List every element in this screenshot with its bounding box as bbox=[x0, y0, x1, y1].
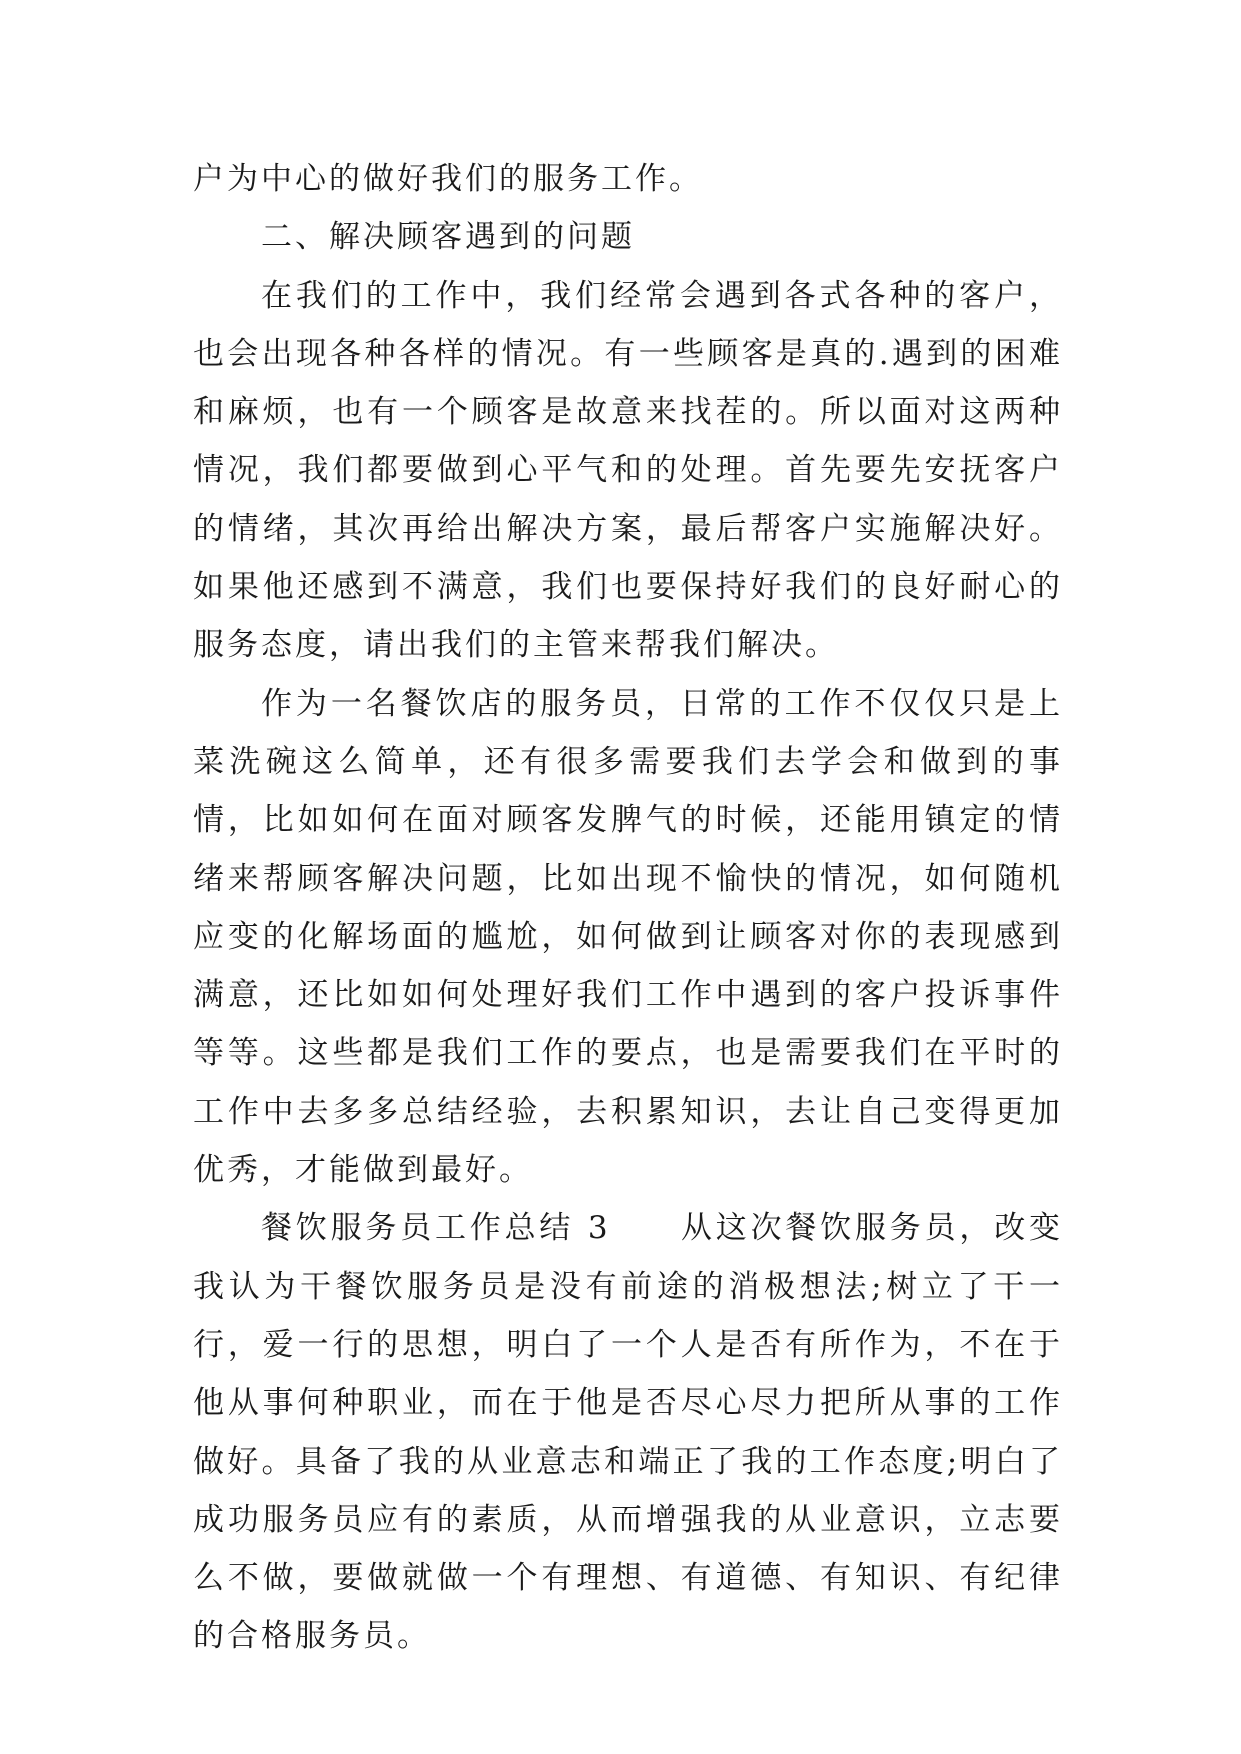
document-page bbox=[193, 150, 1063, 1666]
paragraph-waiter-duties: 作为一名餐饮店的服务员，日常的工作不仅仅只是上菜洗碗这么简单，还有很多需要我们去学会和做到的事情，比如如何在面对顾客发脾气的时候，还能用镇定的情绪来帮顾客解决问题，比如出现不愉快的情况，如何随机应变的化解场面的尴尬，如何做到让顾客对你的表现感到满意，还比如如何处理好我们工作中遇到的客户投诉事件等等。这些都是我们工作的要点，也是需要我们在平时的工作中去多多总结经验，去积累知识，去让自己变得更加优秀，才能做到最好。 bbox=[193, 685, 1063, 1189]
paragraph-customer-problems: 在我们的工作中，我们经常会遇到各式各种的客户，也会出现各种各样的情况。有一些顾客是真的.遇到的困难和麻烦，也有一个顾客是故意来找茬的。所以面对这两种情况，我们都要做到心平气和的处理。首先要先安抚客户的情绪，其次再给出解决方案，最后帮客户实施解决好。如果他还感到不满意，我们也要保持好我们的良好耐心的服务态度，请出我们的主管来帮我们解决。 bbox=[193, 277, 1063, 664]
section-heading: 二、解决顾客遇到的问题 bbox=[261, 219, 635, 256]
paragraph-continuation: 户为中心的做好我们的服务工作。 bbox=[193, 161, 703, 197]
paragraph-summary-3: 餐饮服务员工作总结 3 从这次餐饮服务员，改变我认为干餐饮服务员是没有前途的消极想法;树立了干一行，爱一行的思想，明白了一个人是否有所作为，不在于他从事何种职业，而在于他是否尽心尽力把所从事的工作做好。具备了我的从业意志和端正了我的工作态度;明白了成功服务员应有的素质，从而增强我的从业意识，立志要么不做，要做就做一个有理想、有道德、有知识、有纪律的合格服务员。 bbox=[193, 1210, 1063, 1655]
